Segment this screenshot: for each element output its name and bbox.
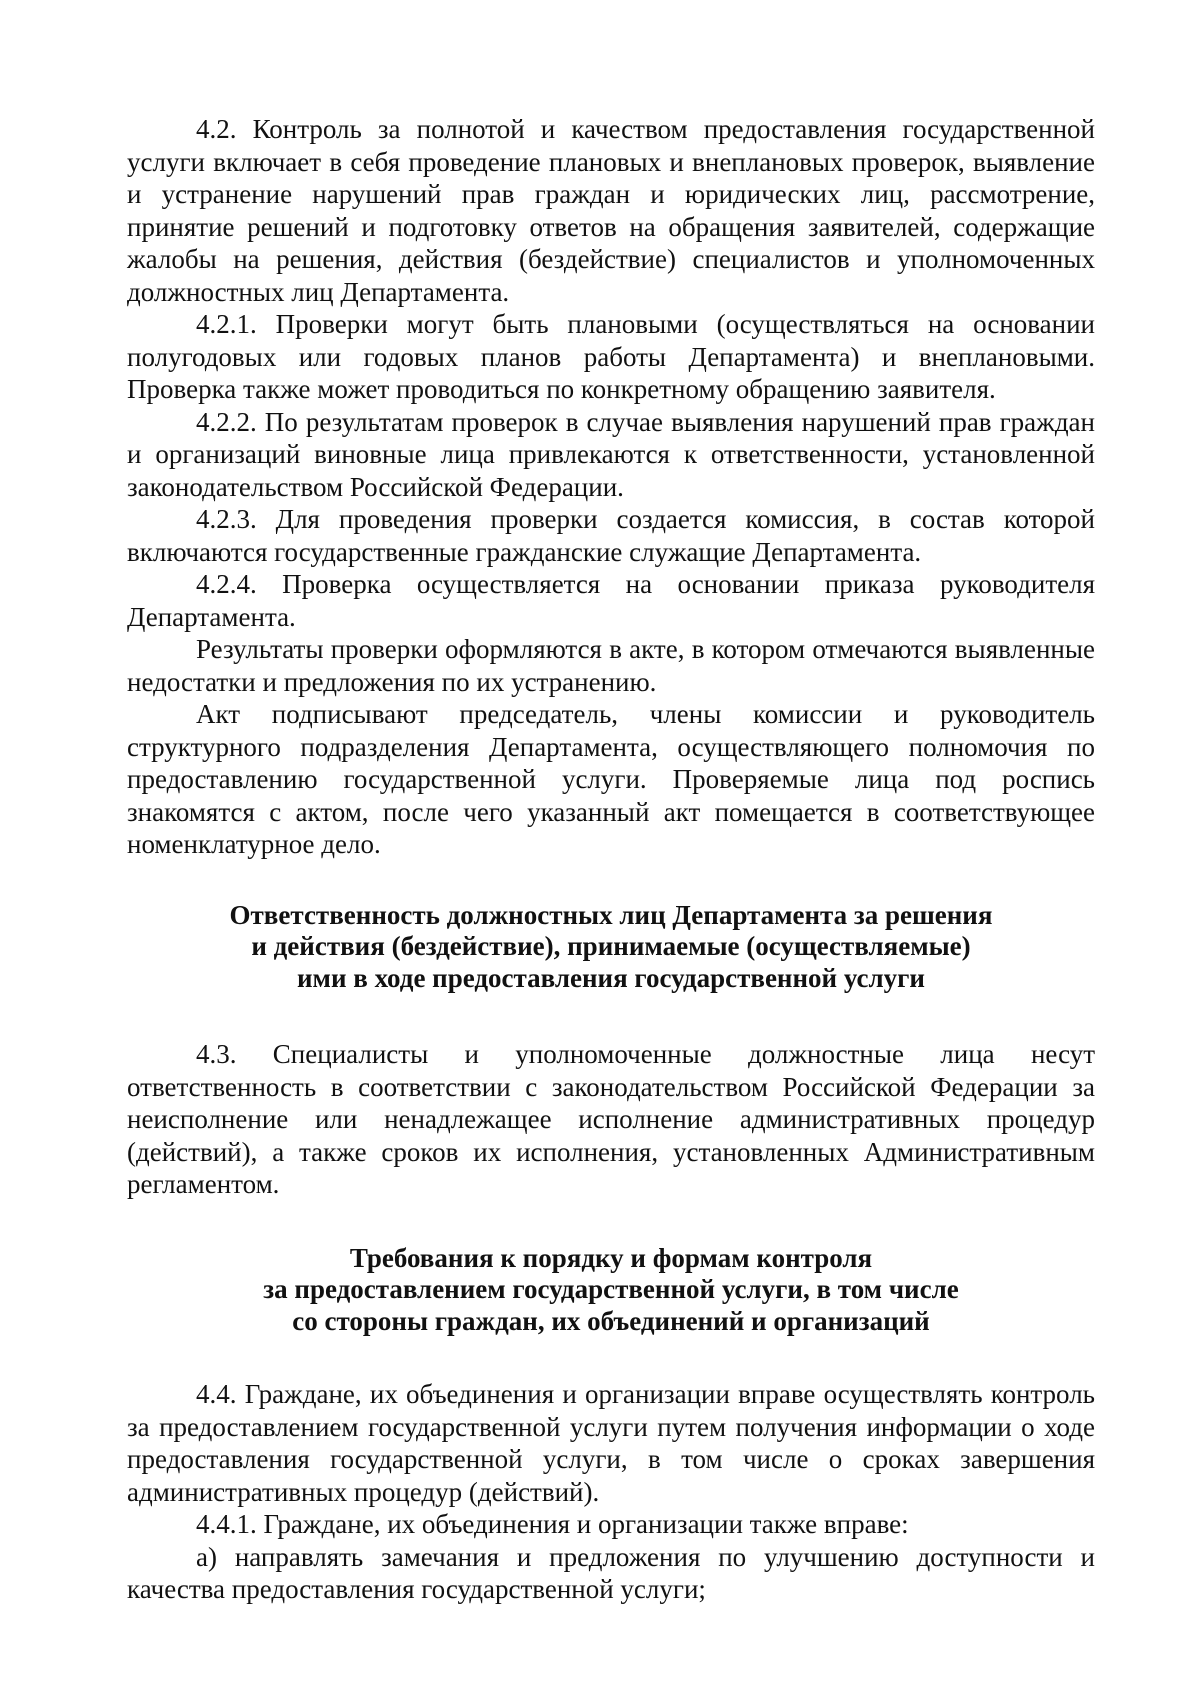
spacer: [127, 861, 1095, 900]
paragraph-4-2-3: 4.2.3. Для проведения проверки создается комиссия, в состав которой включаются государственные гражданские служащие Департамента.: [127, 504, 1095, 567]
heading-line: Ответственность должностных лиц Департамента за решения: [229, 899, 993, 930]
paragraph-inspection-results: Результаты проверки оформляются в акте, в котором отмечаются выявленные недостатки и предложения по их устранению.: [127, 634, 1095, 697]
section-heading-responsibility: [127, 900, 1095, 995]
paragraph-4-2-1: 4.2.1. Проверки могут быть плановыми (осуществляться на основании полугодовых или годовых планов работы Департамента) и внеплановыми. Проверка также может проводиться по конкретному обращению заявителя.: [127, 309, 1095, 404]
document-body: [127, 113, 1095, 1606]
paragraph-4-2-2: 4.2.2. По результатам проверок в случае выявления нарушений прав граждан и организаций виновные лица привлекаются к ответственности, установленной законодательством Российской Федерации.: [127, 406, 1095, 502]
paragraph-act-signing: Акт подписывают председатель, члены комиссии и руководитель структурного подразделения Департамента, осуществляющего полномочия по предоставлению государственной услуги. Проверяемые лица под роспись знакомятся с актом, после чего указанный акт помещается в соответствующее номенклатурное дело.: [127, 699, 1095, 859]
paragraph-4-4-1-a: а) направлять замечания и предложения по улучшению доступности и качества предоставления государственной услуги;: [127, 1541, 1095, 1604]
paragraph-4-2-4: 4.2.4. Проверка осуществляется на основании приказа руководителя Департамента.: [127, 569, 1095, 632]
paragraph-4-4: 4.4. Граждане, их объединения и организации вправе осуществлять контроль за предоставлением государственной услуги путем получения информации о ходе предоставления государственной услуги, в том числе о сроках завершения административных процедур (действий).: [127, 1379, 1095, 1507]
heading-line: Требования к порядку и формам контроля: [349, 1242, 873, 1273]
heading-line: со стороны граждан, их объединений и организаций: [292, 1305, 930, 1336]
paragraph-4-3: 4.3. Специалисты и уполномоченные должностные лица несут ответственность в соответствии с законодательством Российской Федерации за неисполнение или ненадлежащее исполнение административных процедур (действий), а также сроков их исполнения, установленных Административным регламентом.: [127, 1039, 1095, 1199]
paragraph-4-4-1: 4.4.1. Граждане, их объединения и организации также вправе:: [196, 1509, 909, 1539]
heading-line: и действия (бездействие), принимаемые (осуществляемые): [251, 931, 971, 961]
paragraph-4-2: 4.2. Контроль за полнотой и качеством предоставления государственной услуги включает в себя проведение плановых и внеплановых проверок, выявление и устранение нарушений прав граждан и юридических лиц, рассмотрение, принятие решений и подготовку ответов на обращения заявителей, содержащие жалобы на решения, действия (бездействие) специалистов и уполномоченных должностных лиц Департамента.: [127, 114, 1095, 307]
heading-line: за предоставлением государственной услуги, в том числе: [263, 1274, 959, 1304]
spacer: [127, 1201, 1095, 1243]
spacer: [127, 1337, 1095, 1378]
spacer: [127, 994, 1095, 1038]
heading-line: ими в ходе предоставления государственной услуги: [297, 962, 925, 993]
section-heading-control-requirements: [127, 1243, 1095, 1338]
